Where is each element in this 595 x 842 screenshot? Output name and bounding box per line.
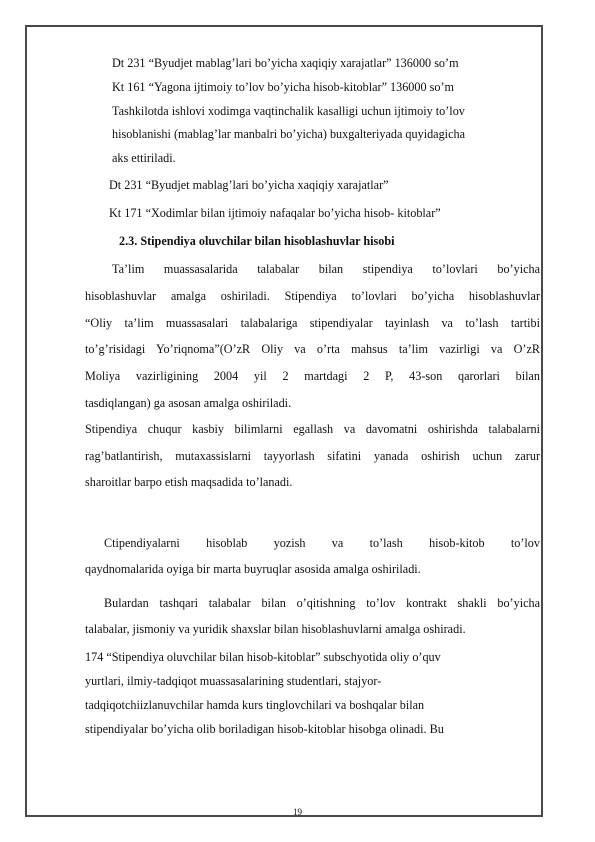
- page-number: 19: [293, 807, 302, 817]
- paragraph-line: Ta’lim muassasalarida talabalar bilan stipendiya to’lovlari bo’yicha: [112, 262, 540, 276]
- paragraph-line: tadqiqotchiizlanuvchilar hamda kurs tinglovchilari va boshqalar bilan: [85, 698, 425, 712]
- note-line: hisoblanishi (mablag’lar manbalri bo’yicha) buxgalteriyada quyidagicha: [112, 127, 465, 141]
- paragraph-line: yurtlari, ilmiy-tadqiqot muassasalarining studentlari, stajyor-: [85, 674, 382, 688]
- paragraph-line: Moliya vazirligining 2004 yil 2 martdagi 2 P, 43-son qarorlari bilan: [85, 369, 540, 383]
- paragraph-line: hisoblashuvlar amalga oshiriladi. Stipendiya to’lovlari bo’yicha hisoblashuvlar: [85, 289, 540, 303]
- paragraph-line: to’g’risidagi Yo’riqnoma”(O’zR Oliy va o’rta mahsus ta’lim vazirligi va O’zR: [85, 342, 540, 356]
- entry1-debit: Dt 231 “Byudjet mablag’lari bo’yicha xaqiqiy xarajatlar” 136000 so’m: [112, 56, 459, 70]
- paragraph-line: 174 “Stipendiya oluvchilar bilan hisob-kitoblar” subschyotida oliy o’quv: [85, 650, 441, 664]
- paragraph-line: talabalar, jismoniy va yuridik shaxslar bilan hisoblashuvlarni amalga oshiradi.: [85, 622, 466, 636]
- paragraph-line: sharoitlar barpo etish maqsadida to’lanadi.: [85, 475, 293, 489]
- paragraph-line: Bulardan tashqari talabalar bilan o’qitishning to’lov kontrakt shakli bo’yicha: [104, 596, 540, 610]
- paragraph-line: “Oliy ta’lim muassasalari talabalariga stipendiyalar tayinlash va to’lash tartibi: [85, 316, 540, 330]
- paragraph-line: tasdiqlangan) ga asosan amalga oshiriladi.: [85, 396, 292, 410]
- entry2-debit: Dt 231 “Byudjet mablag’lari bo’yicha xaqiqiy xarajatlar”: [109, 178, 389, 192]
- paragraph-line: qaydnomalarida oyiga bir marta buyruqlar asosida amalga oshiriladi.: [85, 562, 421, 576]
- paragraph-line: Ctipendiyalarni hisoblab yozish va to’lash hisob-kitob to’lov: [104, 536, 540, 550]
- paragraph-line: rag’batlantirish, mutaxassislarni tayyorlash sifatini yanada oshirish uchun zarur: [85, 449, 540, 463]
- note-line: aks ettiriladi.: [112, 151, 176, 165]
- entry1-credit: Kt 161 “Yagona ijtimoiy to’lov bo’yicha hisob-kitoblar” 136000 so’m: [112, 80, 455, 94]
- section-heading: 2.3. Stipendiya oluvchilar bilan hisoblashuvlar hisobi: [119, 234, 395, 248]
- paragraph-line: stipendiyalar bo’yicha olib boriladigan hisob-kitoblar hisobga olinadi. Bu: [85, 722, 444, 736]
- paragraph-line: Stipendiya chuqur kasbiy bilimlarni egallash va davomatni oshirishda talabalarni: [85, 422, 540, 436]
- note-line: Tashkilotda ishlovi xodimga vaqtinchalik kasalligi uchun ijtimoiy to’lov: [112, 104, 465, 118]
- entry2-credit: Kt 171 “Xodimlar bilan ijtimoiy nafaqalar bo’yicha hisob- kitoblar”: [109, 206, 441, 220]
